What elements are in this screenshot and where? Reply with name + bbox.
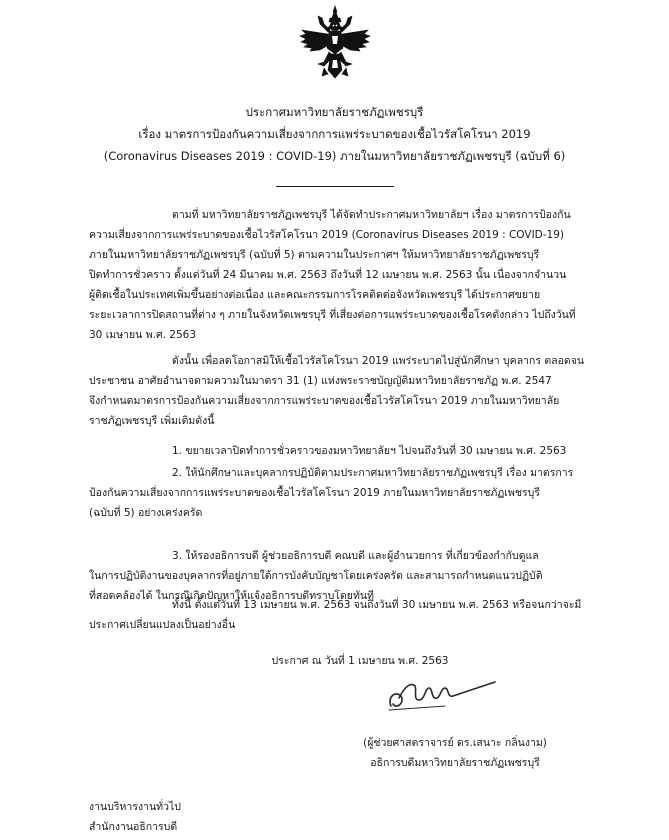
- header-divider: [276, 186, 394, 187]
- paragraph-line: (ฉบับที่ 5) อย่างเคร่งครัด: [89, 507, 203, 519]
- paragraph-line: ความเสี่ยงจากการแพร่ระบาดของเชื้อไวรัสโคโรนา 2019 (Coronavirus Diseases 2019 : COVID-19): [89, 229, 564, 241]
- paragraph-line: 2. ให้นักศึกษาและบุคลากรปฏิบัติตามประกาศมหาวิทยาลัยราชภัฏเพชรบุรี เรื่อง มาตรการ: [172, 467, 574, 479]
- paragraph-line: ตามที่ มหาวิทยาลัยราชภัฏเพชรบุรี ได้จัดทำประกาศมหาวิทยาลัยฯ เรื่อง มาตรการป้องกัน: [172, 209, 571, 221]
- paragraph-line: ปิดทำการชั่วคราว ตั้งแต่วันที่ 24 มีนาคม พ.ศ. 2563 ถึงวันที่ 12 เมษายน พ.ศ. 2563 นั้น เนื่องจากจำนวน: [89, 269, 567, 281]
- announcement-subject-continued: (Coronavirus Diseases 2019 : COVID-19) ภายในมหาวิทยาลัยราชภัฏเพชรบุรี (ฉบับที่ 6): [103, 149, 566, 163]
- paragraph-background: [89, 205, 610, 345]
- paragraph-line: ที่สอดคล้องได้ ในกรณีเกิดปัญหาให้แจ้งอธิการบดีทราบโดยทันที: [89, 590, 374, 602]
- paragraph-line: ดังนั้น เพื่อลดโอกาสมิให้เชื้อไวรัสโคโรนา 2019 แพร่ระบาดไปสู่นักศึกษา บุคลากร ตลอดจน: [172, 355, 585, 367]
- paragraph-line: ราชภัฏเพชรบุรี เพิ่มเติมดังนี้: [89, 415, 215, 427]
- paragraph-line: ผู้ติดเชื้อในประเทศเพิ่มขึ้นอย่างต่อเนื่อง และคณะกรรมการโรคติดต่อจังหวัดเพชรบุรี ได้ประกาศขยาย: [89, 289, 541, 301]
- announcement-issuer: ประกาศมหาวิทยาลัยราชภัฏเพชรบุรี: [245, 105, 424, 119]
- department-unit: งานบริหารงานทั่วไป: [89, 801, 181, 813]
- paragraph-line: 30 เมษายน พ.ศ. 2563: [89, 329, 197, 341]
- signer-name: (ผู้ช่วยศาสตราจารย์ ดร.เสนาะ กลิ่นงาม): [363, 737, 547, 749]
- department-office: สำนักงานอธิการบดี: [89, 821, 178, 833]
- measure-item-1: [89, 441, 610, 461]
- paragraph-effective-date: [89, 595, 610, 635]
- paragraph-line: ประชาชน อาศัยอำนาจตามความในมาตรา 31 (1) แห่งพระราชบัญญัติมหาวิทยาลัยราชภัฏ พ.ศ. 2547: [89, 375, 552, 387]
- handwritten-signature: [385, 676, 497, 716]
- paragraph-line: ในการปฏิบัติงานของบุคลากรที่อยู่ภายใต้การบังคับบัญชาโดยเคร่งครัด และสามารถกำหนดแนวปฏิบัติ: [89, 570, 543, 582]
- paragraph-line: ป้องกันความเสี่ยงจากการแพร่ระบาดของเชื้อไวรัสโคโรนา 2019 ภายในมหาวิทยาลัยราชภัฏเพชรบุรี: [89, 487, 540, 499]
- paragraph-line: 3. ให้รองอธิการบดี ผู้ช่วยอธิการบดี คณบดี และผู้อำนวยการ ที่เกี่ยวข้องกำกับดูแล: [172, 550, 539, 562]
- announcement-header: [60, 101, 609, 167]
- signer-title: อธิการบดีมหาวิทยาลัยราชภัฏเพชรบุรี: [370, 757, 540, 769]
- signer-block: [330, 733, 580, 773]
- issued-date: ประกาศ ณ วันที่ 1 เมษายน พ.ศ. 2563: [271, 655, 449, 667]
- announcement-subject: เรื่อง มาตรการป้องกันความเสี่ยงจากการแพร่ระบาดของเชื้อไวรัสโคโรนา 2019: [138, 127, 531, 141]
- paragraph-line: ประกาศเปลี่ยนแปลงเป็นอย่างอื่น: [89, 619, 236, 631]
- paragraph-line: 1. ขยายเวลาปิดทำการชั่วคราวของมหาวิทยาลัยฯ ไปจนถึงวันที่ 30 เมษายน พ.ศ. 2563: [172, 445, 567, 457]
- paragraph-line: ภายในมหาวิทยาลัยราชภัฏเพชรบุรี (ฉบับที่ 5) ตามความในประกาศฯ ให้มหาวิทยาลัยราชภัฏเพชรบุรี: [89, 249, 540, 261]
- paragraph-line: ระยะเวลาการปิดสถานที่ต่าง ๆ ภายในจังหวัดเพชรบุรี ที่เสี่ยงต่อการแพร่ระบาดของเชื้อโรคดังกล่าว ไปถึงวันที่: [89, 309, 576, 321]
- garuda-emblem-icon: [298, 4, 372, 80]
- paragraph-measures: [89, 351, 610, 431]
- measure-item-2: [89, 463, 610, 523]
- issuing-department: [89, 797, 181, 837]
- paragraph-line: ทั้งนี้ ตั้งแต่วันที่ 13 เมษายน พ.ศ. 2563 จนถึงวันที่ 30 เมษายน พ.ศ. 2563 หรือจนกว่าจะมี: [172, 599, 582, 611]
- paragraph-line: จึงกำหนดมาตรการป้องกันความเสี่ยงจากการแพร่ระบาดของเชื้อไวรัสโคโรนา 2019 ภายในมหาวิทยาลัย: [89, 395, 560, 407]
